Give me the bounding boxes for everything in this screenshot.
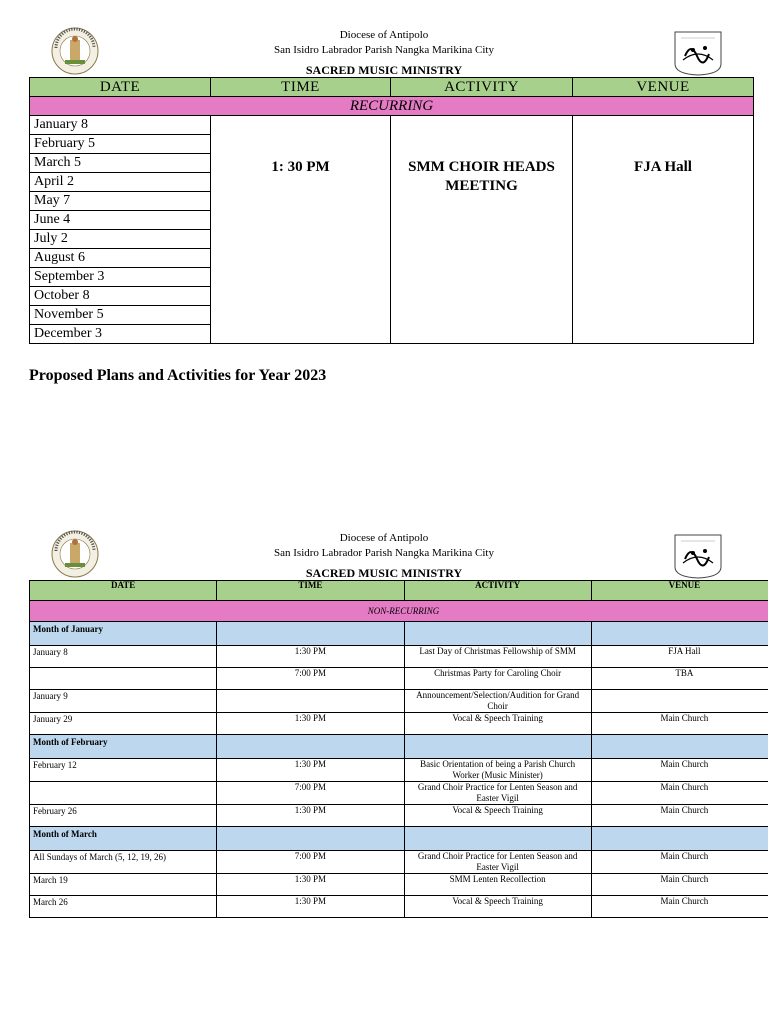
col-date: DATE: [30, 581, 217, 601]
date-cell: October 8: [30, 287, 211, 306]
diocese-line: Diocese of Antipolo: [339, 532, 429, 544]
date-cell: March 5: [30, 154, 211, 173]
date-cell: September 3: [30, 268, 211, 287]
time-cell: 7:00 PM: [217, 782, 404, 805]
section-title: Proposed Plans and Activities for Year 2023: [29, 367, 327, 384]
recurring-table: [29, 77, 754, 344]
month-blank-cell: [591, 827, 768, 851]
time-cell: 1:30 PM: [217, 874, 404, 896]
nonrecurring-body: [30, 622, 768, 918]
activity-cell: SMM Lenten Recollection: [404, 874, 591, 896]
ministry-title: SACRED MUSIC MINISTRY: [305, 63, 463, 77]
venue-cell: Main Church: [591, 759, 768, 782]
table-row: [30, 874, 768, 896]
col-venue: VENUE: [573, 78, 754, 97]
month-blank-cell: [404, 735, 591, 759]
month-blank-cell: [591, 735, 768, 759]
venue-cell: FJA Hall: [591, 646, 768, 668]
month-row: [30, 622, 768, 646]
date-cell: January 29: [30, 713, 217, 735]
time-cell: [217, 690, 404, 713]
parish-line: San Isidro Labrador Parish Nangka Marikina City: [274, 44, 494, 56]
nonrecurring-label: NON-RECURRING: [30, 601, 768, 622]
activity-cell: Announcement/Selection/Audition for Grand Choir: [404, 690, 591, 713]
date-cell: [30, 782, 217, 805]
col-time: TIME: [211, 78, 391, 97]
date-cell: February 5: [30, 135, 211, 154]
col-time: TIME: [217, 581, 404, 601]
activity-cell: Grand Choir Practice for Lenten Season and Easter Vigil: [404, 782, 591, 805]
month-blank-cell: [217, 827, 404, 851]
time-cell: 1:30 PM: [217, 805, 404, 827]
table-row: [30, 805, 768, 827]
month-label: Month of February: [30, 735, 217, 759]
date-cell: April 2: [30, 173, 211, 192]
activity-cell: Vocal & Speech Training: [404, 805, 591, 827]
col-venue: VENUE: [591, 581, 768, 601]
page-header-2: [0, 531, 768, 580]
nonrecurring-table: [29, 580, 768, 918]
venue-cell: TBA: [591, 668, 768, 690]
time-cell: 1:30 PM: [217, 759, 404, 782]
date-cell: January 9: [30, 690, 217, 713]
month-row: [30, 827, 768, 851]
parish-line: San Isidro Labrador Parish Nangka Marikina City: [274, 547, 494, 559]
month-blank-cell: [591, 622, 768, 646]
nonrecurring-band: [30, 601, 768, 622]
date-cell: November 5: [30, 306, 211, 325]
activity-cell: Vocal & Speech Training: [404, 896, 591, 918]
date-cell: February 12: [30, 759, 217, 782]
date-cell: January 8: [30, 646, 217, 668]
recurring-label: RECURRING: [30, 97, 754, 116]
month-blank-cell: [217, 622, 404, 646]
table-row: [30, 713, 768, 735]
parish-seal-icon: [50, 26, 100, 76]
parish-seal-icon: [50, 529, 100, 579]
date-cell: August 6: [30, 249, 211, 268]
activity-cell: Last Day of Christmas Fellowship of SMM: [404, 646, 591, 668]
ministry-logo-icon: [673, 533, 723, 579]
time-cell: 1:30 PM: [217, 896, 404, 918]
table-row: [30, 690, 768, 713]
ministry-title: SACRED MUSIC MINISTRY: [305, 566, 463, 580]
time-cell: 7:00 PM: [217, 851, 404, 874]
table-row: [30, 646, 768, 668]
activity-cell: SMM CHOIR HEADS MEETING: [391, 116, 573, 344]
month-blank-cell: [404, 827, 591, 851]
date-cell: July 2: [30, 230, 211, 249]
venue-cell: [591, 690, 768, 713]
activity-cell: Basic Orientation of being a Parish Church Worker (Music Minister): [404, 759, 591, 782]
recurring-body: [30, 116, 754, 344]
date-cell: [30, 668, 217, 690]
venue-cell: Main Church: [591, 713, 768, 735]
time-cell: 1: 30 PM: [211, 116, 391, 344]
activity-cell: Vocal & Speech Training: [404, 713, 591, 735]
col-date: DATE: [30, 78, 211, 97]
date-cell: June 4: [30, 211, 211, 230]
table-row: [30, 668, 768, 690]
date-cell: January 8: [30, 116, 211, 135]
month-label: Month of January: [30, 622, 217, 646]
month-label: Month of March: [30, 827, 217, 851]
month-row: [30, 735, 768, 759]
table-row: [30, 759, 768, 782]
table-header-row: [30, 581, 768, 601]
venue-cell: Main Church: [591, 896, 768, 918]
date-cell: February 26: [30, 805, 217, 827]
table-row: [30, 116, 754, 135]
table-row: [30, 896, 768, 918]
col-activity: ACTIVITY: [391, 78, 573, 97]
month-blank-cell: [217, 735, 404, 759]
table-row: [30, 851, 768, 874]
date-cell: May 7: [30, 192, 211, 211]
date-cell: March 19: [30, 874, 217, 896]
page-header-1: [0, 28, 768, 77]
venue-cell: Main Church: [591, 874, 768, 896]
venue-cell: Main Church: [591, 805, 768, 827]
date-cell: All Sundays of March (5, 12, 19, 26): [30, 851, 217, 874]
activity-cell: Grand Choir Practice for Lenten Season and Easter Vigil: [404, 851, 591, 874]
recurring-band: [30, 97, 754, 116]
date-cell: December 3: [30, 325, 211, 344]
month-blank-cell: [404, 622, 591, 646]
venue-cell: Main Church: [591, 851, 768, 874]
date-cell: March 26: [30, 896, 217, 918]
ministry-logo-icon: [673, 30, 723, 76]
venue-cell: FJA Hall: [573, 116, 754, 344]
time-cell: 1:30 PM: [217, 713, 404, 735]
activity-cell: Christmas Party for Caroling Choir: [404, 668, 591, 690]
time-cell: 7:00 PM: [217, 668, 404, 690]
col-activity: ACTIVITY: [404, 581, 591, 601]
diocese-line: Diocese of Antipolo: [339, 29, 429, 41]
table-header-row: [30, 78, 754, 97]
time-cell: 1:30 PM: [217, 646, 404, 668]
venue-cell: Main Church: [591, 782, 768, 805]
table-row: [30, 782, 768, 805]
